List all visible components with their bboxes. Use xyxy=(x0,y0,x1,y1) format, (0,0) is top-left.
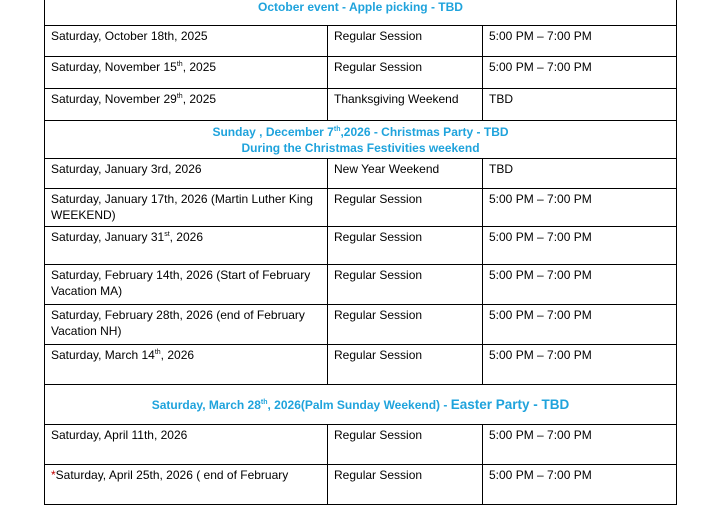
time-cell: 5:00 PM – 7:00 PM xyxy=(483,26,677,57)
december-event-line2: During the Christmas Festivities weekend xyxy=(241,140,480,155)
table-row xyxy=(45,305,677,345)
table-row xyxy=(45,465,677,505)
date-suffix: th xyxy=(176,93,183,100)
session-type-cell: Regular Session xyxy=(328,227,483,265)
date-text: Saturday, April 11th, 2026 xyxy=(51,428,188,442)
session-type-cell: Regular Session xyxy=(328,425,483,465)
december-event-line1 xyxy=(51,124,670,140)
schedule-page xyxy=(44,0,676,505)
december-event-cell xyxy=(45,121,677,159)
table-row xyxy=(45,57,677,89)
date-cell xyxy=(45,227,328,265)
event-row-easter xyxy=(45,385,677,425)
date-text: Saturday, February 28th, 2026 (end of February Vacation NH) xyxy=(51,308,305,338)
date-cell xyxy=(45,465,328,505)
event-row-october xyxy=(45,0,677,26)
time-cell: TBD xyxy=(483,89,677,121)
date-year: , 2026 xyxy=(169,230,204,244)
easter-event-title: Easter Party - TBD xyxy=(450,396,570,412)
time-cell: 5:00 PM – 7:00 PM xyxy=(483,265,677,305)
date-cell xyxy=(45,89,328,121)
time-cell: 5:00 PM – 7:00 PM xyxy=(483,57,677,89)
table-row xyxy=(45,345,677,385)
december-event-suffix: th xyxy=(333,125,341,133)
date-year: , 2025 xyxy=(182,92,217,106)
time-cell: 5:00 PM – 7:00 PM xyxy=(483,227,677,265)
schedule-table xyxy=(44,0,677,505)
event-row-december xyxy=(45,121,677,159)
date-cell xyxy=(45,159,328,189)
session-type-cell: Regular Session xyxy=(328,265,483,305)
date-text: Saturday, January 17th, 2026 (Martin Luther King WEEKEND) xyxy=(51,192,313,222)
table-row xyxy=(45,159,677,189)
date-cell xyxy=(45,189,328,227)
time-cell: 5:00 PM – 7:00 PM xyxy=(483,425,677,465)
date-cell xyxy=(45,305,328,345)
date-text: Saturday, October 18th, 2025 xyxy=(51,29,208,43)
december-event-title: ,2026 - Christmas Party - TBD xyxy=(340,124,509,139)
session-type-cell: Thanksgiving Weekend xyxy=(328,89,483,121)
session-type-cell: Regular Session xyxy=(328,345,483,385)
table-row xyxy=(45,26,677,57)
date-text: Saturday, April 25th, 2026 ( end of February xyxy=(55,468,289,482)
session-type-cell: Regular Session xyxy=(328,305,483,345)
table-row xyxy=(45,425,677,465)
date-text: Saturday, January 3rd, 2026 xyxy=(51,162,202,176)
date-year: , 2025 xyxy=(182,60,217,74)
table-row xyxy=(45,265,677,305)
date-suffix: st xyxy=(164,231,170,238)
time-cell: 5:00 PM – 7:00 PM xyxy=(483,345,677,385)
date-suffix: th xyxy=(176,61,183,68)
asterisk-mark: * xyxy=(51,468,56,482)
session-type-cell: Regular Session xyxy=(328,189,483,227)
session-type-cell: Regular Session xyxy=(328,57,483,89)
easter-event-suffix: th xyxy=(260,398,268,406)
session-type-cell: Regular Session xyxy=(328,465,483,505)
table-row xyxy=(45,227,677,265)
time-cell: 5:00 PM – 7:00 PM xyxy=(483,189,677,227)
date-year: , 2026 xyxy=(160,348,195,362)
date-cell xyxy=(45,265,328,305)
date-cell xyxy=(45,425,328,465)
easter-event-cell xyxy=(45,385,677,425)
time-cell: 5:00 PM – 7:00 PM xyxy=(483,305,677,345)
easter-event-note: , 2026(Palm Sunday Weekend) - xyxy=(267,397,451,412)
date-text: Saturday, February 14th, 2026 (Start of February Vacation MA) xyxy=(51,268,311,298)
easter-event-date: Saturday, March 28 xyxy=(151,397,261,412)
session-type-cell: New Year Weekend xyxy=(328,159,483,189)
time-cell: 5:00 PM – 7:00 PM xyxy=(483,465,677,505)
october-event-text: October event - Apple picking - TBD xyxy=(45,0,677,26)
date-text: Saturday, November 29 xyxy=(51,92,177,106)
date-cell xyxy=(45,26,328,57)
session-type-cell: Regular Session xyxy=(328,26,483,57)
date-text: Saturday, March 14 xyxy=(51,348,155,362)
december-event-date: Sunday , December 7 xyxy=(212,124,334,139)
date-text: Saturday, January 31 xyxy=(51,230,165,244)
table-row xyxy=(45,89,677,121)
date-suffix: th xyxy=(154,349,161,356)
date-cell xyxy=(45,345,328,385)
table-row xyxy=(45,189,677,227)
date-text: Saturday, November 15 xyxy=(51,60,177,74)
time-cell: TBD xyxy=(483,159,677,189)
date-cell xyxy=(45,57,328,89)
